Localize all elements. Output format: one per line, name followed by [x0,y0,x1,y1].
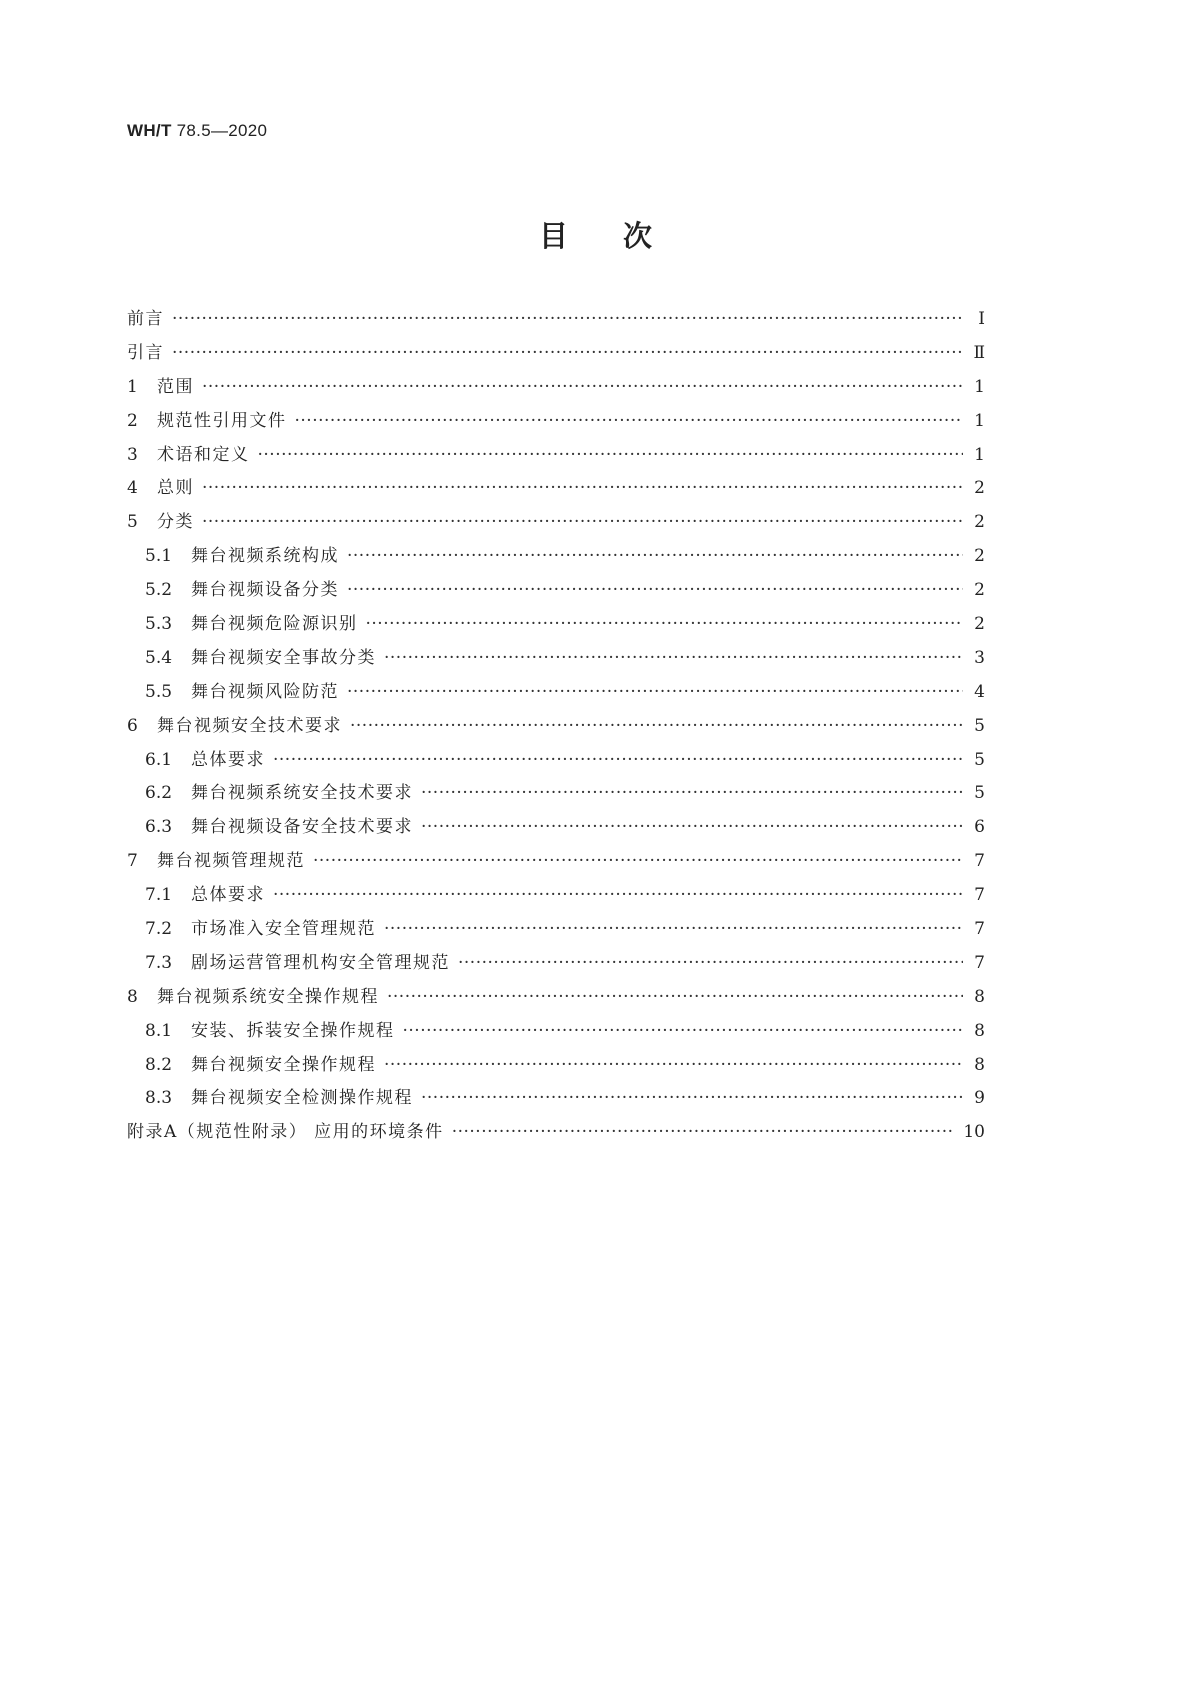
toc-leader-dots [421,1088,963,1108]
toc-entry[interactable] [127,1117,985,1151]
toc-entry-number: 6 [127,715,138,736]
toc-entry-title: 规范性引用文件 [157,410,287,431]
toc-entry-number: 8 [127,986,138,1007]
toc-entry-title: 舞台视频安全技术要求 [157,715,342,736]
toc-entry-page: 1 [974,410,985,431]
toc-entry-page: Ⅱ [973,342,985,363]
toc-entry-page: 8 [974,1020,985,1041]
toc-entry-title: 舞台视频安全操作规程 [191,1054,376,1075]
toc-entry-title: 舞台视频系统构成 [191,546,339,567]
toc-leader-dots [172,343,963,363]
toc-entry-title: 舞台视频危险源识别 [191,614,358,635]
toc-entry-page: 7 [974,919,985,940]
toc-entry-page: 7 [974,885,985,906]
toc-entry-page: 5 [974,783,985,804]
toc-leader-dots [347,682,963,702]
toc-entry[interactable] [127,507,985,541]
toc-entry-title: 前言 [127,309,164,329]
toc-entry-number: 5 [127,512,138,533]
toc-entry-number: 2 [127,410,138,431]
toc-entry[interactable] [127,406,985,440]
toc-leader-dots [347,580,963,600]
toc-entry-title: 市场准入安全管理规范 [191,919,376,940]
toc-leader-dots [421,783,963,803]
toc-entry-title: 舞台视频系统安全技术要求 [191,783,413,804]
toc-entry-number: 3 [127,444,138,465]
toc-entry-number: 5.2 [145,580,173,601]
toc-entry[interactable] [127,846,985,880]
toc-entry[interactable] [127,711,985,745]
toc-entry[interactable] [127,880,985,914]
toc-entry-title: 舞台视频风险防范 [191,681,339,702]
toc-leader-dots [295,411,964,431]
toc-entry[interactable] [127,575,985,609]
toc-entry-page: 5 [974,749,985,770]
toc-leader-dots [384,1055,963,1075]
toc-leader-dots [384,919,963,939]
toc-entry-number: 8.1 [145,1020,173,1041]
toc-entry-title: 安装、拆装安全操作规程 [191,1020,395,1041]
toc-entry-title: 分类 [157,512,194,533]
toc-entry-number: 5.4 [145,647,173,668]
toc-entry-page: 4 [974,681,985,702]
toc-entry-number: 5.5 [145,681,173,702]
toc-entry[interactable] [127,304,985,338]
toc-entry-page: 1 [974,376,985,397]
toc-entry[interactable] [127,643,985,677]
toc-entry-title: 附录A（规范性附录） 应用的环境条件 [127,1122,444,1143]
toc-entry-page: 6 [974,817,985,838]
toc-entry-page: 2 [974,478,985,499]
document-code [127,121,267,141]
toc-entry-number: 6.3 [145,817,173,838]
toc-entry-number: 7.3 [145,952,173,973]
toc-leader-dots [350,716,963,736]
toc-leader-dots [202,377,963,397]
toc-entry-page: 2 [974,512,985,533]
toc-entry[interactable] [127,609,985,643]
toc-entry-title: 总体要求 [191,749,265,770]
toc-entry-page: Ⅰ [978,309,985,329]
toc-entry-title: 引言 [127,342,164,363]
toc-leader-dots [202,512,963,532]
toc-entry[interactable] [127,372,985,406]
toc-entry[interactable] [127,914,985,948]
toc-entry-page: 7 [974,851,985,872]
toc-leader-dots [313,851,963,871]
toc-leader-dots [403,1021,964,1041]
toc-entry[interactable] [127,1016,985,1050]
toc-entry[interactable] [127,982,985,1016]
toc-leader-dots [366,614,964,634]
toc-leader-dots [452,1122,956,1142]
toc-entry-number: 7.1 [145,885,173,906]
toc-entry[interactable] [127,677,985,711]
toc-entry[interactable] [127,948,985,982]
toc-leader-dots [387,987,963,1007]
toc-leader-dots [458,953,963,973]
toc-entry[interactable] [127,1083,985,1117]
toc-entry-title: 舞台视频设备安全技术要求 [191,817,413,838]
toc-leader-dots [172,309,963,329]
toc-entry-title: 舞台视频设备分类 [191,580,339,601]
toc-entry-page: 8 [974,986,985,1007]
toc-entry[interactable] [127,1050,985,1084]
document-code-number: 78.5—2020 [176,121,268,140]
toc-entry-title: 舞台视频管理规范 [157,851,305,872]
toc-leader-dots [347,546,963,566]
toc-entry-title: 术语和定义 [157,444,250,465]
table-of-contents [127,304,985,1151]
toc-entry-number: 6.2 [145,783,173,804]
toc-leader-dots [384,648,963,668]
toc-entry-title: 舞台视频安全事故分类 [191,647,376,668]
toc-entry[interactable] [127,541,985,575]
toc-entry[interactable] [127,745,985,779]
toc-entry-page: 9 [974,1088,985,1109]
toc-entry-number: 8.3 [145,1088,173,1109]
toc-entry-number: 4 [127,478,138,499]
toc-entry-page: 3 [974,647,985,668]
toc-leader-dots [273,885,963,905]
toc-entry-number: 1 [127,376,138,397]
toc-entry-number: 5.1 [145,546,173,567]
toc-entry[interactable] [127,778,985,812]
toc-entry-number: 8.2 [145,1054,173,1075]
toc-entry[interactable] [127,812,985,846]
toc-leader-dots [202,478,963,498]
toc-entry-number: 6.1 [145,749,173,770]
toc-entry-page: 5 [974,715,985,736]
toc-entry-title: 范围 [157,376,194,397]
toc-entry[interactable] [127,338,985,372]
toc-leader-dots [273,750,963,770]
toc-entry-page: 7 [974,952,985,973]
toc-entry-page: 8 [974,1054,985,1075]
page-title: 目次 [538,219,707,253]
document-code-prefix: WH/T [127,121,172,140]
toc-entry[interactable] [127,473,985,507]
toc-entry-title: 舞台视频安全检测操作规程 [191,1088,413,1109]
toc-entry-number: 5.3 [145,614,173,635]
toc-entry-title: 舞台视频系统安全操作规程 [157,986,379,1007]
toc-entry-number: 7.2 [145,919,173,940]
toc-entry-page: 1 [974,444,985,465]
toc-entry-title: 剧场运营管理机构安全管理规范 [191,952,450,973]
toc-entry-number: 7 [127,851,138,872]
toc-entry-page: 2 [974,546,985,567]
toc-entry-page: 2 [974,614,985,635]
toc-leader-dots [258,445,964,465]
toc-entry-page: 10 [963,1122,985,1143]
toc-entry-title: 总则 [157,478,194,499]
toc-leader-dots [421,817,963,837]
toc-entry[interactable] [127,440,985,474]
toc-entry-title: 总体要求 [191,885,265,906]
toc-entry-page: 2 [974,580,985,601]
